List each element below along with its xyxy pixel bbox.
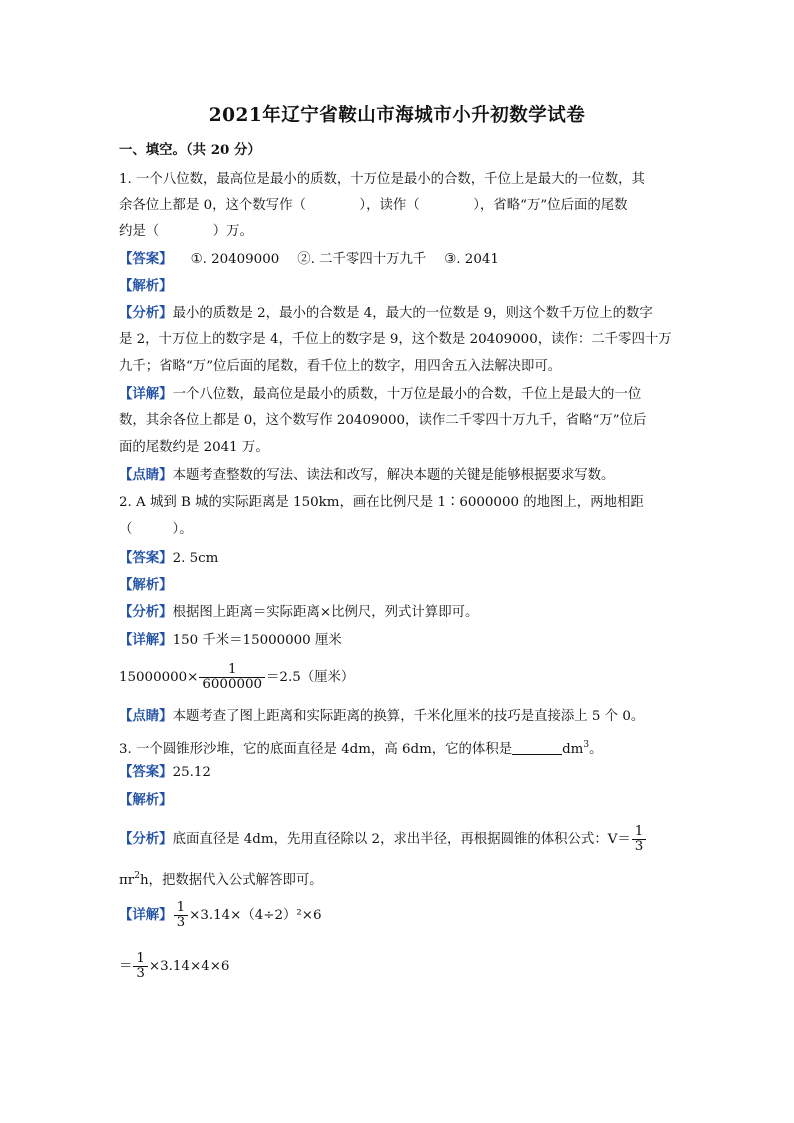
page-title: 2021年辽宁省鞍山市海城市小升初数学试卷 [208,105,586,126]
q3-stem: 3. 一个圆锥形沙堆，它的底面直径是 4dm，高 6dm，它的体积是 [119,742,513,757]
q3-fenxi [119,820,647,859]
q3-period: 。 [589,742,603,757]
q2-dianjing-text: 本题考查了图上距离和实际距离的换算，千米化厘米的技巧是直接添上 5 个 0。 [172,709,645,724]
q3-formula-a: πr [119,873,135,888]
xiangjie-tag: 【详解】 [119,632,173,648]
q1-fenxi-1 [119,303,653,324]
q1-xiangjie-2: 数，其余各位上都是 0，这个数写作 20409000，读作二千零四十万九千，省略“万”位后 [119,413,647,428]
fenxi-tag: 【分析】 [119,305,173,321]
section-heading: 一、填空。（共 20 分） [119,142,261,158]
q1-line-1: 1. 一个八位数，最高位是最小的质数，十万位是最小的合数，千位上是最大的一位数，其 [119,172,645,187]
q1-xiangjie-1 [119,384,641,405]
q1-answer-row [119,249,499,270]
q1-fenxi-text-1: 最小的质数是 2，最小的合数是 4，最大的一位数是 9，则这个数千万位上的数字 [172,306,653,321]
q2-jiexi-tag: 【解析】 [119,577,173,593]
q2-fenxi [119,602,478,623]
answer-tag: 【答案】 [119,251,173,267]
q2-xiangjie [119,630,342,651]
q2-answer-row [119,548,218,569]
q1-jiexi-tag: 【解析】 [119,278,173,294]
q1-answer-1: ①. 20409000 [190,252,280,267]
q3-xiangjie-fraction-2 [133,952,148,981]
dianjing-tag: 【点睛】 [119,467,173,483]
q1-fenxi-2: 是 2，十万位上的数字是 4，千位上的数字是 9，这个数是 20409000，读作：二千零四十万 [119,332,672,347]
answer-tag: 【答案】 [119,764,173,780]
q2-line-1: 2. A 城到 B 城的实际距离是 150km，画在比例尺是 1∶6000000 的地图上，两地相距 [119,495,644,510]
q2-line-2: （ ）。 [119,522,193,537]
q3-fenxi-text: 底面直径是 4dm，先用直径除以 2，求出半径，再根据圆锥的体积公式：V＝ [172,832,631,847]
q2-fenxi-text: 根据图上距离＝实际距离×比例尺，列式计算即可。 [172,605,479,620]
q1-xiangjie-3: 面的尾数约是 2041 万。 [119,440,269,455]
fraction-denominator: 3 [133,966,148,981]
q1-dianjing-text: 本题考查整数的写法、读法和改写，解决本题的关键是能够根据要求写数。 [172,468,615,483]
q3-answer: 25.12 [172,765,211,780]
q3-xiangjie-1 [119,896,322,935]
q3-answer-row [119,762,211,783]
q1-fenxi-3: 九千；省略“万”位后面的尾数，看千位上的数字，用四舍五入法解决即可。 [119,359,562,374]
q3-unit-exponent: 3 [583,740,590,750]
q2-dianjing [119,706,644,727]
q3-line-1 [119,735,603,760]
q3-fenxi-fraction [632,825,647,854]
q1-line-3: 约是（ ）万。 [119,224,253,239]
q1-answer-3: ③. 2041 [444,252,499,267]
q3-xiangjie-expr-2: ×3.14×4×6 [148,959,230,974]
dianjing-tag: 【点睛】 [119,708,173,724]
q3-formula-b: h，把数据代入公式解答即可。 [139,873,323,888]
fenxi-tag: 【分析】 [119,831,173,847]
xiangjie-tag: 【详解】 [119,907,173,923]
q2-fraction [199,663,265,692]
q1-dianjing [119,465,614,486]
q2-answer: 2. 5cm [172,551,219,566]
answer-blank [512,741,562,755]
q3-jiexi-tag: 【解析】 [119,792,173,808]
q2-xiangjie-text: 150 千米＝15000000 厘米 [172,633,342,648]
q3-formula-exponent: 2 [134,871,140,881]
q3-xiangjie-expr-1: ×3.14×（4÷2）²×6 [189,908,322,923]
q2-calc-left: 15000000× [119,670,199,685]
q1-line-2: 余各位上都是 0，这个数写作（ ），读作（ ），省略“万”位后面的尾数 [119,198,628,213]
q1-xiangjie-text-1: 一个八位数，最高位是最小的质数，十万位是最小的合数，千位上是最大的一位 [172,387,642,402]
q3-unit: dm [562,742,584,757]
equals-sign: ＝ [119,959,133,974]
q3-xiangjie-fraction-1 [174,901,189,930]
fenxi-tag: 【分析】 [119,604,173,620]
q2-calc-right: ＝2.5（厘米） [266,670,355,685]
xiangjie-tag: 【详解】 [119,386,173,402]
q3-xiangjie-2 [119,948,229,986]
fraction-denominator: 3 [632,839,647,854]
fraction-denominator: 3 [174,915,189,930]
q1-answer-2: ②. 二千零四十万九千 [297,252,427,267]
fraction-numerator: 1 [227,661,237,677]
fraction-numerator: 1 [176,899,186,915]
q3-fenxi-2 [119,866,323,891]
answer-tag: 【答案】 [119,550,173,566]
fraction-denominator: 6000000 [199,677,265,692]
fraction-numerator: 1 [634,823,644,839]
q2-calculation [119,660,354,696]
fraction-numerator: 1 [136,950,145,966]
